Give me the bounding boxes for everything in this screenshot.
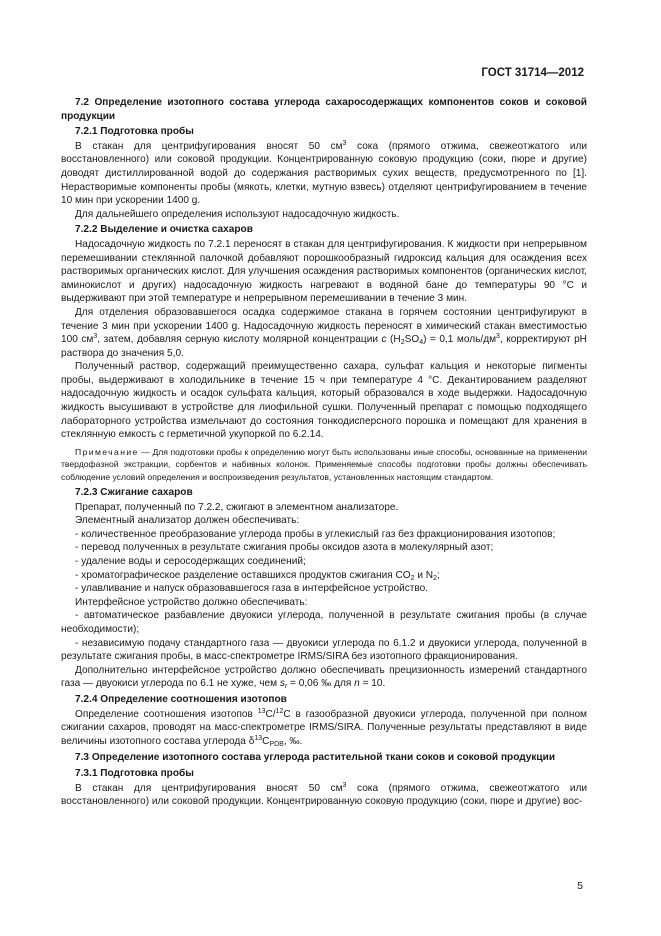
list-item: - удаление воды и серосодержащих соединений; xyxy=(75,556,306,568)
list-item: - улавливание и напуск образовавшегося газа в интерфейсное устройство. xyxy=(75,583,429,595)
paragraph: Определение соотношения изотопов $^{13}$C/$^{12}$C в газообразной двуокиси углерода, полученной при полном сжигании сахаров, проводят на масс-спектрометре IRMS/SIRA. Полученные результаты представляют в виде величины изотопного состава углерода $\delta^{13}C_{PDB}$, ‰. xyxy=(61,707,587,748)
document-body xyxy=(61,96,587,809)
section-7-2-heading: 7.2 Определение изотопного состава углерода сахаросодержащих компонентов соков и соковой продукции xyxy=(61,97,587,122)
list-item: - хроматографическое разделение оставшихся продуктов сжигания $CO_2$ и $N_2$; xyxy=(75,569,440,582)
paragraph: Для дальнейшего определения используют надосадочную жидкость. xyxy=(75,208,400,220)
paragraph: Интерфейсное устройство должно обеспечивать: xyxy=(75,596,308,608)
list-item: - перевод полученных в результате сжигания пробы оксидов азота в молекулярный азот; xyxy=(75,542,494,554)
section-7-3-heading: 7.3 Определение изотопного состава углерода растительной ткани соков и соковой продукции xyxy=(75,752,556,764)
section-7-2-2-heading: 7.2.2 Выделение и очистка сахаров xyxy=(75,224,253,236)
section-7-2-1-heading: 7.2.1 Подготовка пробы xyxy=(75,126,194,138)
document-header: ГОСТ 31714—2012 xyxy=(481,67,584,79)
paragraph: В стакан для центрифугирования вносят 50 $см^3$ сока (прямого отжима, свежеотжатого или восстановленного) или соковой продукции. Концентрированную соковую продукцию (соки, пюре и другие) вос- xyxy=(61,781,587,808)
paragraph: Препарат, полученный по 7.2.2, сжигают в элементном анализаторе. xyxy=(75,501,399,513)
paragraph: В стакан для центрифугирования вносят 50 $см^3$ сока (прямого отжима, свежеотжатого или восстановленного) или соковой продукции. Концентрированную соковую продукцию (соки, пюре и другие) доводят дистиллированной водой до содержания растворимых сухих веществ, предусмотренного по [1]. Нерастворимые компоненты пробы (мякоть, клетки, мутную взвесь) отделяют центрифугированием в течение 10 мин при ускорении 1400 g. xyxy=(61,139,587,207)
list-item: - количественное преобразование углерода пробы в углекислый газ без фракционирования изотопов; xyxy=(75,528,556,540)
paragraph: Надосадочную жидкость по 7.2.1 переносят в стакан для центрифугирования. К жидкости при непрерывном перемешивании стеклянной палочкой добавляют порошкообразный гидроксид кальция для осаждения всех растворимых органических кислот. Для улучшения осаждения растворимых компонентов (органических кислот, аминокислот и других) надосадочную жидкость нагревают в водяной бане до температуры 90 °С и выдерживают при этой температуре и непрерывном перемешивании в течение 3 мин. xyxy=(61,238,587,305)
paragraph: Элементный анализатор должен обеспечивать: xyxy=(75,515,300,527)
page-number: 5 xyxy=(577,880,583,892)
paragraph: Дополнительно интерфейсное устройство должно обеспечивать прецизионность измерений стандартного газа — двуокиси углерода по 6.1 не хуже, чем $s_r = 0,06$ ‰ для n = 10. xyxy=(61,664,587,691)
paragraph: Для отделения образовавшегося осадка содержимое стакана в горячем состоянии центрифугируют в течение 3 мин при ускорении 1400 g. Надосадочную жидкость переносят в химический стакан вместимостью 100 $см^3$, затем, добавляя серную кислоту молярной концентрации c $(H_2SO_4) = 0,1$ моль/$дм^3$, корректируют рН раствора до значения 5,0. xyxy=(61,306,587,359)
list-item: - независимую подачу стандартного газа — двуокиси углерода по 6.1.2 и двуокиси углерода, полученной в результате сжигания пробы, в масс-спектрометре IRMS/SIRA без изотопного фракционирования. xyxy=(61,637,587,663)
paragraph: Полученный раствор, содержащий преимущественно сахара, сульфат кальция и некоторые пигменты пробы, выдерживают в холодильнике в течение 15 ч при температуре 4 °С. Декантированием разделяют надосадочную жидкость и осадок сульфата кальция, который образовался в ходе выдержки. Надосадочную жидкость высушивают в устройстве для лиофильной сушки. Полученный препарат с помощью подходящего лабораторного устройства измельчают до состояния тонкодисперсного порошка и помещают для хранения в стеклянную емкость с герметичной укупоркой по 6.2.14. xyxy=(61,361,587,441)
section-7-3-1-heading: 7.3.1 Подготовка пробы xyxy=(75,767,194,779)
note-label: Примечание xyxy=(75,446,139,457)
note: Примечание — Для подготовки пробы к определению могут быть использованы иные способы, основанные на применении твердофазной экстракции, сорбентов и набивных колонок. Применяемые способы подготовки пробы должны обеспечивать соблюдение условий определения и воспроизведения результатов, установленных настоящим стандартом. xyxy=(61,446,587,482)
section-7-2-3-heading: 7.2.3 Сжигание сахаров xyxy=(75,487,193,499)
section-7-2-4-heading: 7.2.4 Определение соотношения изотопов xyxy=(75,693,287,705)
list-item: - автоматическое разбавление двуокиси углерода, полученной в результате сжигания пробы (в случае необходимости); xyxy=(61,610,587,635)
